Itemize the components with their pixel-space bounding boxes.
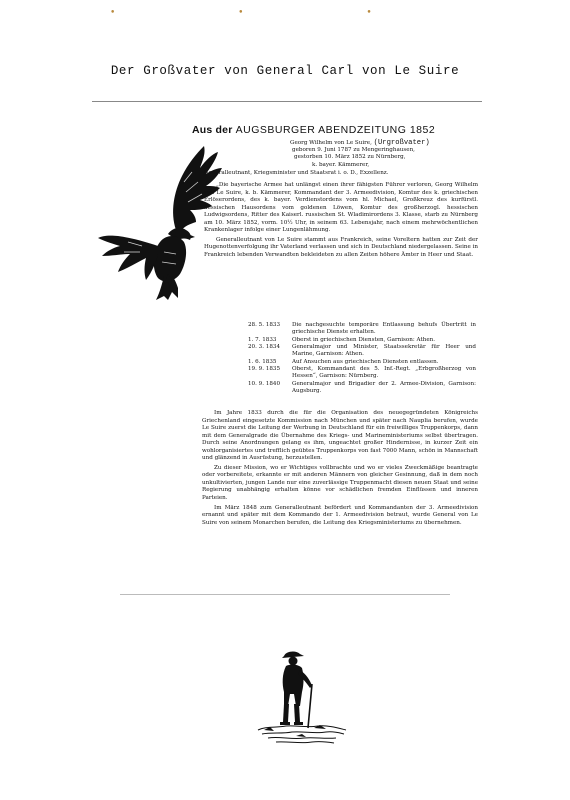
byline-died: gestorben 10. März 1852 zu Nürnberg,	[294, 154, 406, 161]
paragraph-4: Zu dieser Mission, wo er Wichtiges vollbrachte und wo er vieles Zweckmäßige beantragte oder vorbereitete, erkannte er mit anderen Männern von gleicher Gesinnung, daß in dem noch unkultivierten, jungen Lande nur eine zuverlässige Truppenmacht diesen neuen Staat und seine Regierung unabhängig erhalten könne vor schädlichen fremden Einflüssen und inneren Parteien.	[202, 464, 478, 502]
career-text: Generalmajor und Brigadier der 2. Armee-Division, Garnison: Augsburg.	[292, 380, 476, 395]
career-text: Auf Ansuchen aus griechischen Diensten entlassen.	[292, 358, 439, 365]
career-date: 1. 6. 1835	[248, 358, 277, 365]
career-date: 20. 3. 1834	[248, 344, 281, 351]
heading-label: Aus der	[192, 124, 233, 136]
page-title: Der Großvater von General Carl von Le Suire	[110, 64, 460, 78]
newspaper-name: AUGSBURGER ABENDZEITUNG 1852	[235, 124, 436, 136]
byline-name: Georg Wilhelm von Le Suire,	[290, 140, 372, 146]
top-margin-marks: • • •	[110, 8, 432, 18]
paragraph-1: „Die bayerische Armee hat unlängst einen ihrer fähigsten Führer verloren, Georg Wilhelm von Le Suire, k. b. Kämmerer, Kommandant der 3. Armeedivision, Komtur des k. griechischen Erlöserordens, des k. bayer. Verdienstordens vom hl. Michael, Großkreuz des kurfürstl. hessischen Hausordens vom goldenen Löwen, Komtur des großherzogl. hessischen Ludwigsordens, Ritter des Kaiserl. russischen St. Wladimirordens 3. Klasse, starb zu Nürnberg am 10. März 1852, vorm. 10½ Uhr, in seinem 63. Lebensjahr, nach einem mehrwöchentlichen Krankenlager infolge einer Lungenlähmung.	[204, 182, 478, 234]
career-row	[248, 337, 476, 344]
byline	[252, 140, 478, 169]
career-date: 19. 9. 1835	[248, 366, 281, 373]
hiker-illustration	[256, 648, 348, 746]
career-date: 28. 5. 1833	[248, 322, 281, 328]
career-date: 1. 7. 1833	[248, 336, 277, 343]
career-text: Generalmajor und Minister, Staatssekretär für Heer und Marine, Garnison: Athen.	[292, 344, 476, 358]
byline-title1: k. bayer. Kämmerer,	[312, 161, 370, 168]
career-date: 10. 9. 1840	[248, 380, 281, 387]
article-intro	[204, 182, 478, 261]
byline-title2: Generalleutnant, Kriegsminister und Staatsrat i. o. D., Exzellenz.	[204, 170, 389, 176]
byline-relation: (Urgroßvater)	[373, 139, 430, 147]
career-row	[248, 366, 476, 381]
career-row	[248, 344, 476, 359]
bottom-divider	[120, 594, 450, 595]
top-divider	[92, 101, 482, 102]
career-text: Oberst in griechischen Diensten, Garnison: Athen.	[292, 336, 436, 343]
career-text: Oberst, Kommandant des 5. Inf.-Regt. „Erbgroßherzog von Hessen“, Garnison: Nürnberg.	[292, 366, 476, 380]
career-row	[248, 359, 476, 366]
paragraph-5: Im März 1848 zum Generalleutnant befördert und Kommandanten der 3. Armeedivision ernannt und später mit dem Kommando der 1. Armeedivision betraut, wurde General von Le Suire von seinem Monarchen berufen, die Leitung des Kriegsministeriums zu übernehmen.	[202, 504, 478, 526]
byline-born: geboren 9. Juni 1787 zu Mengeringhausen,	[292, 147, 415, 154]
career-list	[248, 322, 476, 395]
article-body	[202, 410, 478, 529]
career-text: Die nachgesuchte temporäre Entlassung behufs Übertritt in griechische Dienste erhalten.	[292, 322, 476, 336]
career-row	[248, 322, 476, 337]
newspaper-heading	[192, 124, 435, 136]
career-row	[248, 381, 476, 396]
paragraph-2: Generalleutnant von Le Suire stammt aus Frankreich, seine Voreltern hatten zur Zeit der Hugenottenverfolgung ihr Vaterland verlassen und sich in Deutschland niedergelassen. Seine in Frankreich lebenden Verwandten bekleideten zu allen Zeiten höhere Ämter in Heer und Staat.	[204, 236, 478, 258]
paragraph-3: Im Jahre 1833 durch die für die Organisation des neuegegründeten Königreichs Griechenland eingesetzte Kommission nach München und später nach Nauplia berufen, wurde Le Suire zuerst die Leitung der Werbung in Deutschland für ein freiwilliges Truppenkorps, dann mit dem Generalgrade die Übernahme des Kriegs- und Marineministeriums selbst übertragen. Durch seine Anordnungen gelang es ihm, ungeachtet großer Hindernisse, in kurzer Zeit ein wohlorganisiertes und trefflich geübtes Truppenkorps von fast 7000 Mann, schön in Mannschaft und glänzend in Ausrüstung, herzustellen.	[202, 410, 478, 462]
